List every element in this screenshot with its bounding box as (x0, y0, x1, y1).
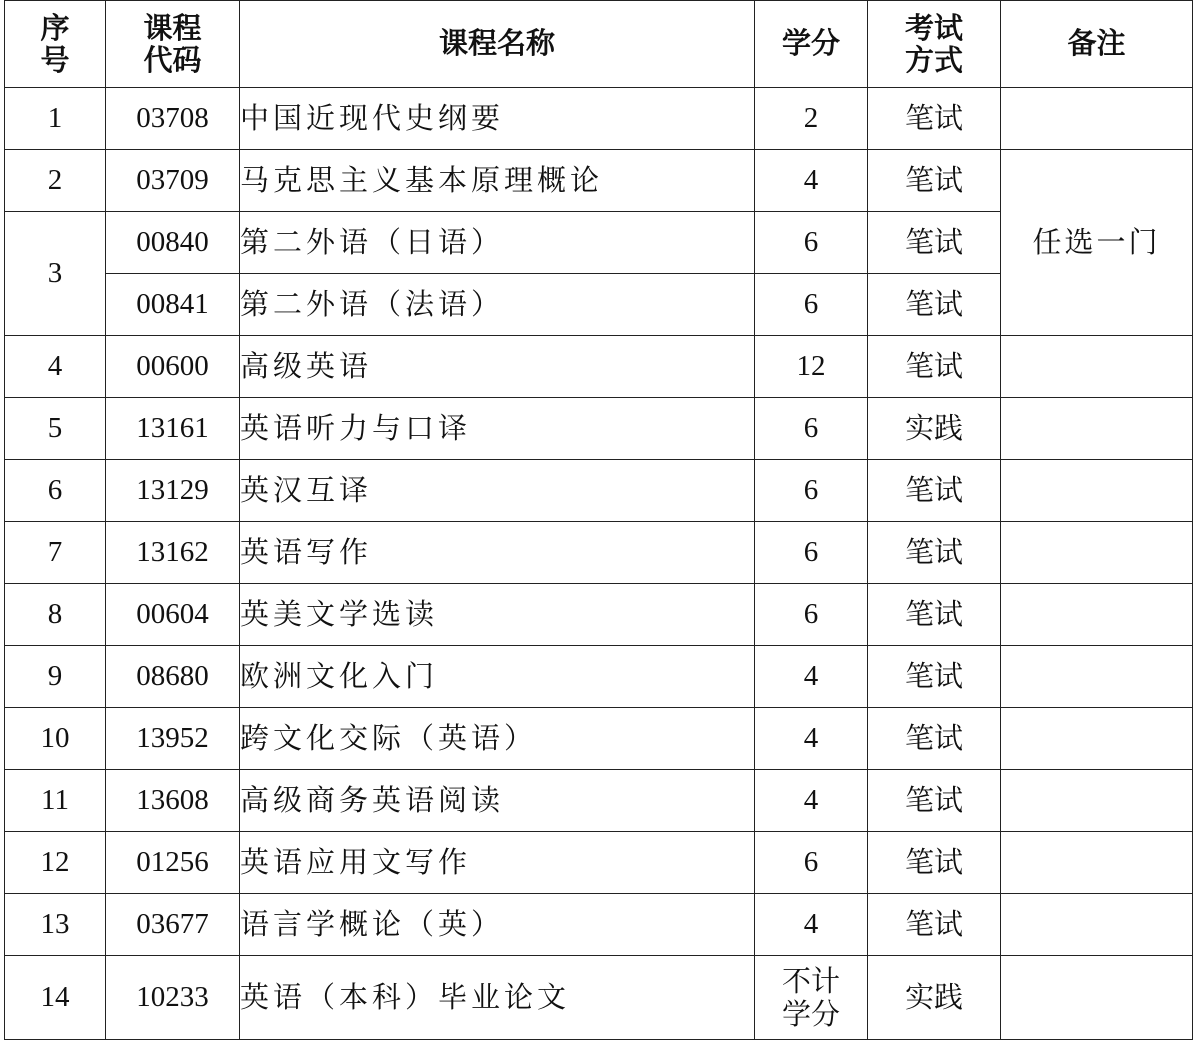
cell-seq: 7 (5, 522, 106, 584)
cell-exam: 笔试 (868, 212, 1001, 274)
cell-seq: 5 (5, 398, 106, 460)
cell-name: 高级商务英语阅读 (240, 770, 755, 832)
cell-code: 13952 (106, 708, 240, 770)
cell-credit: 6 (755, 398, 868, 460)
cell-note (1001, 88, 1193, 150)
cell-note (1001, 522, 1193, 584)
cell-credit: 6 (755, 584, 868, 646)
cell-code: 03708 (106, 88, 240, 150)
cell-seq: 9 (5, 646, 106, 708)
cell-exam: 笔试 (868, 646, 1001, 708)
cell-exam: 笔试 (868, 88, 1001, 150)
cell-exam: 笔试 (868, 460, 1001, 522)
cell-seq: 14 (5, 956, 106, 1040)
cell-code: 13608 (106, 770, 240, 832)
cell-name: 第二外语（日语） (240, 212, 755, 274)
header-seq-line2: 号 (40, 43, 70, 77)
table-row (5, 646, 1193, 708)
header-code-line2: 代码 (143, 43, 202, 77)
cell-code: 00604 (106, 584, 240, 646)
cell-name: 跨文化交际（英语） (240, 708, 755, 770)
cell-note (1001, 460, 1193, 522)
header-exam (868, 1, 1001, 88)
cell-note (1001, 584, 1193, 646)
table-row (5, 150, 1193, 212)
cell-seq-merged: 3 (5, 212, 106, 336)
cell-exam: 笔试 (868, 336, 1001, 398)
cell-seq: 8 (5, 584, 106, 646)
table-body (5, 88, 1193, 1040)
cell-code: 13162 (106, 522, 240, 584)
cell-code: 00841 (106, 274, 240, 336)
cell-note (1001, 646, 1193, 708)
cell-name: 马克思主义基本原理概论 (240, 150, 755, 212)
table-row (5, 88, 1193, 150)
cell-note-merged: 任选一门 (1001, 150, 1193, 336)
table-row (5, 832, 1193, 894)
cell-note (1001, 336, 1193, 398)
header-exam-line2: 方式 (904, 43, 963, 77)
cell-credit: 4 (755, 150, 868, 212)
cell-seq: 13 (5, 894, 106, 956)
cell-credit: 6 (755, 522, 868, 584)
cell-credit (755, 956, 868, 1040)
header-exam-line1: 考试 (904, 10, 963, 45)
cell-note (1001, 770, 1193, 832)
table-row (5, 708, 1193, 770)
cell-name: 英汉互译 (240, 460, 755, 522)
cell-name: 高级英语 (240, 336, 755, 398)
cell-exam: 笔试 (868, 584, 1001, 646)
header-row (5, 1, 1193, 88)
cell-credit: 6 (755, 832, 868, 894)
cell-name: 英语听力与口译 (240, 398, 755, 460)
cell-exam: 笔试 (868, 274, 1001, 336)
table-row (5, 336, 1193, 398)
cell-credit: 4 (755, 770, 868, 832)
cell-code: 03709 (106, 150, 240, 212)
cell-code: 10233 (106, 956, 240, 1040)
cell-seq: 12 (5, 832, 106, 894)
table-row (5, 956, 1193, 1040)
header-seq-line1: 序 (40, 10, 70, 45)
cell-note (1001, 894, 1193, 956)
cell-credit: 2 (755, 88, 868, 150)
cell-exam: 笔试 (868, 894, 1001, 956)
cell-credit: 6 (755, 274, 868, 336)
cell-code: 01256 (106, 832, 240, 894)
cell-credit: 4 (755, 646, 868, 708)
header-note: 备注 (1001, 1, 1193, 88)
table-row (5, 398, 1193, 460)
header-seq (5, 1, 106, 88)
cell-code: 03677 (106, 894, 240, 956)
cell-exam: 笔试 (868, 770, 1001, 832)
cell-exam: 笔试 (868, 522, 1001, 584)
cell-name: 英语（本科）毕业论文 (240, 956, 755, 1040)
cell-seq: 4 (5, 336, 106, 398)
cell-note (1001, 956, 1193, 1040)
cell-code: 08680 (106, 646, 240, 708)
cell-name: 中国近现代史纲要 (240, 88, 755, 150)
cell-name: 第二外语（法语） (240, 274, 755, 336)
cell-credit-line2: 学分 (781, 996, 840, 1031)
table-row (5, 770, 1193, 832)
cell-note (1001, 832, 1193, 894)
cell-exam: 笔试 (868, 832, 1001, 894)
cell-credit: 4 (755, 708, 868, 770)
cell-name: 英美文学选读 (240, 584, 755, 646)
cell-code: 13161 (106, 398, 240, 460)
cell-code: 00600 (106, 336, 240, 398)
header-credit: 学分 (755, 1, 868, 88)
cell-exam: 实践 (868, 956, 1001, 1040)
table-header (5, 1, 1193, 88)
cell-name: 语言学概论（英） (240, 894, 755, 956)
cell-exam: 笔试 (868, 150, 1001, 212)
cell-credit: 12 (755, 336, 868, 398)
cell-name: 英语写作 (240, 522, 755, 584)
cell-credit: 6 (755, 460, 868, 522)
cell-credit: 6 (755, 212, 868, 274)
table-row (5, 460, 1193, 522)
course-table (4, 0, 1193, 1040)
cell-exam: 笔试 (868, 708, 1001, 770)
table-row (5, 584, 1193, 646)
cell-name: 英语应用文写作 (240, 832, 755, 894)
cell-note (1001, 398, 1193, 460)
cell-seq: 2 (5, 150, 106, 212)
cell-seq: 6 (5, 460, 106, 522)
cell-code: 13129 (106, 460, 240, 522)
table-row (5, 522, 1193, 584)
cell-exam: 实践 (868, 398, 1001, 460)
header-name: 课程名称 (240, 1, 755, 88)
cell-name: 欧洲文化入门 (240, 646, 755, 708)
header-code (106, 1, 240, 88)
cell-credit: 4 (755, 894, 868, 956)
cell-code: 00840 (106, 212, 240, 274)
cell-seq: 1 (5, 88, 106, 150)
cell-seq: 11 (5, 770, 106, 832)
cell-seq: 10 (5, 708, 106, 770)
cell-credit-line1: 不计 (781, 964, 840, 999)
table-row (5, 894, 1193, 956)
header-code-line1: 课程 (143, 10, 202, 45)
cell-note (1001, 708, 1193, 770)
